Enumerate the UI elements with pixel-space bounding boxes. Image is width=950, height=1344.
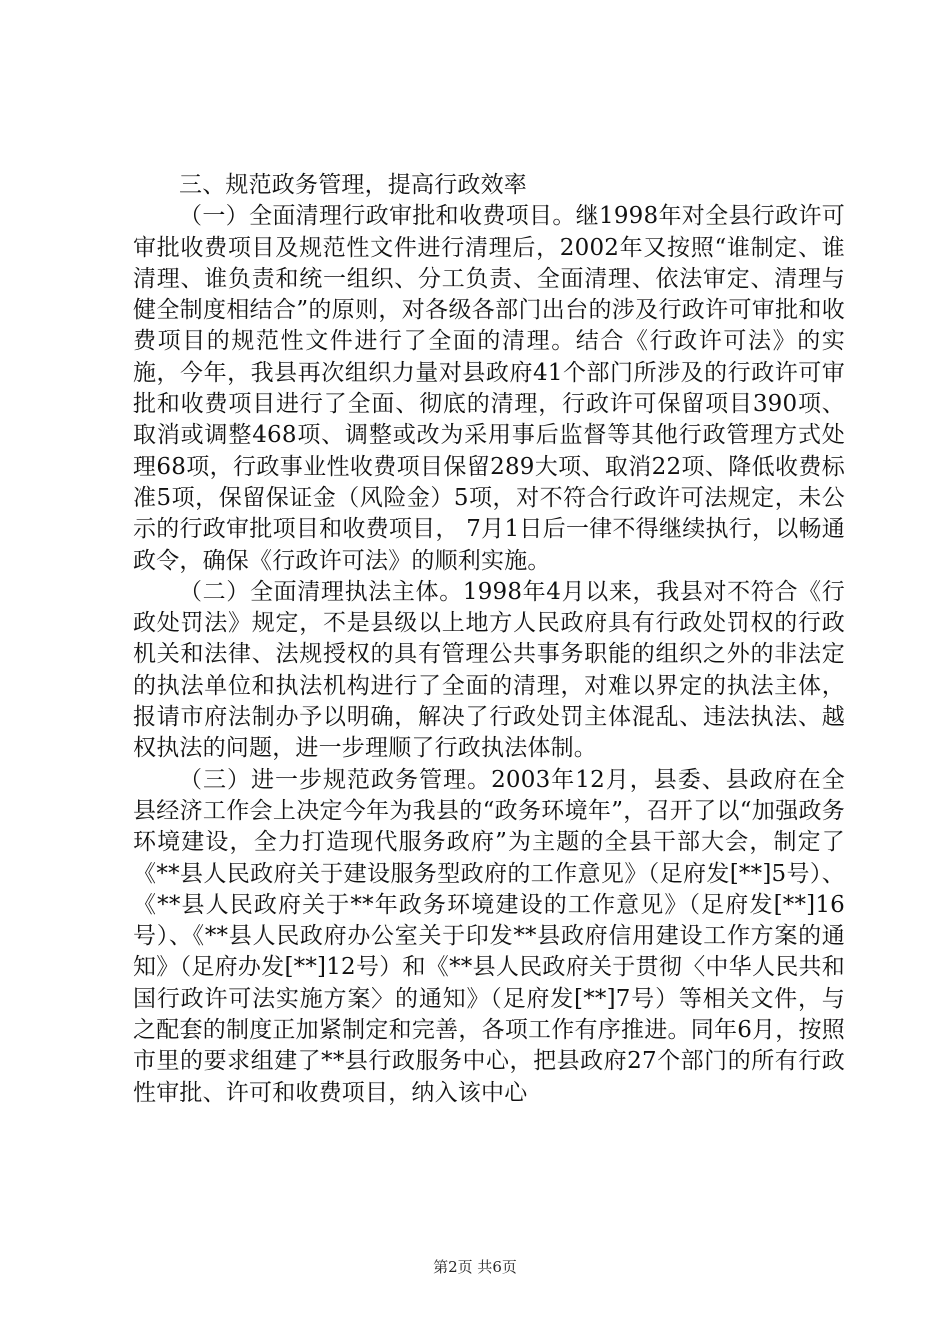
paragraph-governance-standardization: （三）进一步规范政务管理。2003年12月，县委、县政府在全县经济工作会上决定今年为我县的“政务环境年”，召开了以“加强政务环境建设，全力打造现代服务政府”为主题的全县干部大会，制定了《**县人民政府关于建设服务型政府的工作意见》（足府发[**]5号）、《**县人民政府关于**年政务环境建设的工作意见》（足府发[**]16号）、《**县人民政府办公室关于印发**县政府信用建设工作方案的通知》（足府办发[**]12号）和《**县人民政府关于贯彻〈中华人民共和国行政许可法实施方案〉的通知》（足府发[**]7号）等相关文件，与之配套的制度正加紧制定和完善，各项工作有序推进。同年6月，按照市里的要求组建了**县行政服务中心，把县政府27个部门的所有行政性审批、许可和收费项目，纳入该中心 [133, 766, 845, 1106]
document-body [133, 170, 845, 1109]
section-heading: 三、规范政务管理，提高行政效率 [179, 172, 527, 198]
page-footer: 第2页 共6页 [433, 1258, 517, 1276]
paragraph-enforcement-cleanup: （二）全面清理执法主体。1998年4月以来，我县对不符合《行政处罚法》规定，不是县级以上地方人民政府具有行政处罚权的行政机关和法律、法规授权的具有管理公共事务职能的组织之外的非法定的执法单位和执法机构进行了全面的清理，对难以界定的执法主体，报请市府法制办予以明确，解决了行政处罚主体混乱、违法执法、越权执法的问题，进一步理顺了行政执法体制。 [133, 578, 845, 762]
paragraph-approval-cleanup: （一）全面清理行政审批和收费项目。继1998年对全县行政许可审批收费项目及规范性文件进行清理后，2002年又按照“谁制定、谁清理、谁负责和统一组织、分工负责、全面清理、依法审定、清理与健全制度相结合”的原则，对各级各部门出台的涉及行政许可审批和收费项目的规范性文件进行了全面的清理。结合《行政许可法》的实施，今年，我县再次组织力量对县政府41个部门所涉及的行政许可审批和收费项目进行了全面、彻底的清理，行政许可保留项目390项、取消或调整468项、调整或改为采用事后监督等其他行政管理方式处理68项，行政事业性收费项目保留289大项、取消22项、降低收费标准5项，保留保证金（风险金）5项，对不符合行政许可法规定，未公示的行政审批项目和收费项目， 7月1日后一律不得继续执行，以畅通政令，确保《行政许可法》的顺利实施。 [133, 203, 845, 574]
